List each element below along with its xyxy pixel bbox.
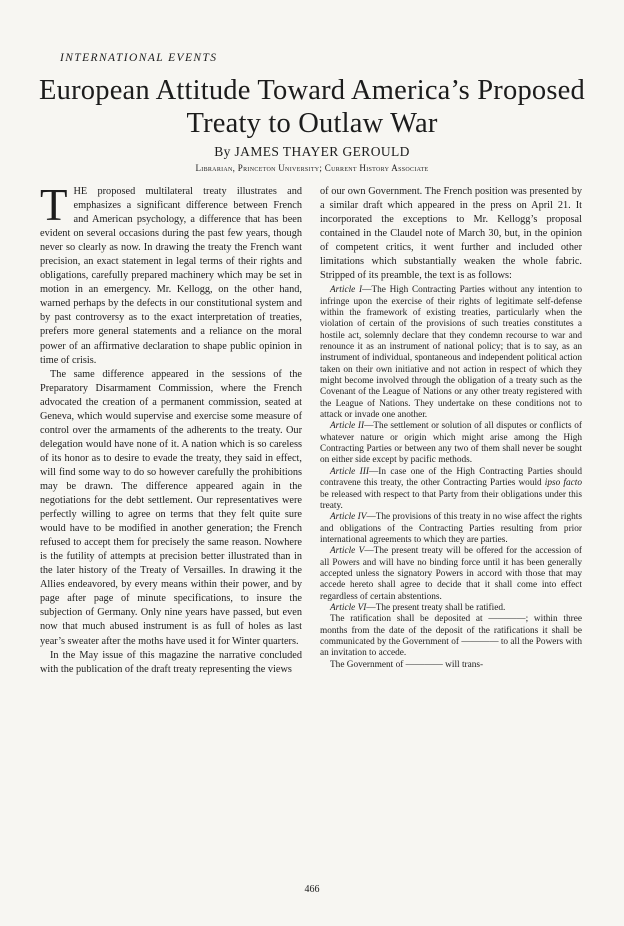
article-title [30,74,594,140]
article-6 [320,603,582,614]
page-number: 466 [304,884,320,895]
title-line-2: Treaty to Outlaw War [186,108,438,139]
article-5-text: —The present treaty will be offered for the accession of all Powers and will have no binding force until it has been generally accepted unless the signatory Powers in accord with those that may accede hereto shall agree to decide that it shall come into effect regardless of certain abstentions. [320,546,582,602]
article-1-label: Article I [330,285,363,296]
article-3-text-b: be released with respect to that Party from their obligations under this treaty. [320,489,582,511]
byline: By JAMES THAYER GEROULD [214,144,410,159]
article-3-ipso-facto: ipso facto [544,478,582,489]
article-4-label: Article IV [330,512,367,523]
article-1-text: —The High Contracting Parties without any intention to infringe upon the exercise of their rights of legitimate self-defense within the framework of existing treaties, particularly when the violation of certain of the provisions of such treaties constitutes a hostile act, solemnly declare that they condemn recourse to war and renounce it as an instrument of national policy; that is to say, as an instrument of individual, spontaneous and independent political action taken on their own initiative and not action in respect of which they might become involved through the obligation of a treaty such as the Covenant of the League of Nations or any other treaty registered with the League of Nations. They undertake on these conditions not to attack or invade one another. [320,285,582,421]
article-1 [320,285,582,421]
article-4 [320,512,582,546]
article-4-text: —The provisions of this treaty in no wise affect the rights and obligations of the Contracting Parties resulting from prior international agreements to which they are parties. [320,512,582,545]
article-2 [320,421,582,466]
article-5-label: Article V [330,546,365,557]
treaty-text [320,285,582,671]
right-intro [320,185,582,283]
ratification-paragraph: The ratification shall be deposited at ————; within three months from the date of the deposit of the ratifications it shall be communicated by the Government of ———— to all the Powers with an invitation to accede. [320,614,582,659]
article-6-label: Article VI [330,602,367,613]
closing-line: The Government of ———— will trans- [330,659,484,670]
right-column [320,185,582,671]
author-affiliation: Librarian, Princeton University; Current History Associate [195,163,429,173]
article-6-text: —The present treaty shall be ratified. [366,602,506,613]
article-5 [320,546,582,603]
article-2-label: Article II [330,421,365,432]
left-column [40,180,302,677]
paragraph-3: In the May issue of this magazine the narrative concluded with the publication of the draft treaty representing the views [40,649,302,675]
paragraph-2: The same difference appeared in the sessions of the Preparatory Disarmament Commission, where the French advocated the creation of a permanent commission, seated at Geneva, which would supervise and exercise some measure of control over the armaments of the adherents to the treaty. Our delegation would have none of it. A nation which is so careless of its honor as to desire to evade the treaty, they said in effect, will find some way to do so however carefully the prohibitions may be drawn. The difference appeared again in the negotiations for the debt settlement. Our representatives were perfectly willing to agree on terms that they felt quite sure would have to be modified in another generation; the French refused to accept them for precisely the same reason. Nowhere is the futility of attempts at precision better illustrated than in the later history of the Treaty of Versailles. In drawing it the Allies endeavored, by every means within their power, and by page after page of minute specifications, to insure the subjection of Germany. Only nine years have passed, but even now that much abused instrument is as full of holes as last year’s sweater after the moths have used it for Winter quarters. [40,368,302,647]
article-3-label: Article III [330,466,369,477]
right-paragraph-1: of our own Government. The French position was presented by a similar draft which appeared in the press on April 21. It incorporated the exceptions to Mr. Kellogg’s proposal contained in the Claudel note of March 30, but, in the opinion of competent critics, it went further and included other limitations which substantially weaken the whole fabric. Stripped of its preamble, the text is as follows: [320,186,582,282]
drop-cap: T [40,180,68,230]
article-3-text-a: —In case one of the High Contracting Parties should contravene this treaty, the other Contracting Parties would [320,466,582,489]
article-3 [320,467,582,512]
section-kicker: INTERNATIONAL EVENTS [60,52,218,64]
title-line-1: European Attitude Toward America’s Proposed [39,75,585,106]
paragraph-1-text: HE proposed multilateral treaty illustrates and emphasizes a significant difference between French and American psychology, a difference that has been evident on several occasions during the past few years, though never so clearly as now. In drawing the treaty the French want precision, an exact statement in legal terms of their rights and obligations, carefully prepared machinery which may be set in motion in an emergency. Mr. Kellogg, on the other hand, warned perhaps by the defects in our constitutional system and by past controversy as to the exact interpretation of treaties, prefers more general statements and a reliance on the moral power of an affirmative declaration to shape public opinion in time of crisis. [40,186,302,366]
article-2-text: —The settlement or solution of all disputes or conflicts of whatever nature or origin which might arise among the High Contracting Parties or between any two of them shall never be sought on either side except by pacific methods. [320,421,582,466]
paragraph-1 [40,180,302,368]
